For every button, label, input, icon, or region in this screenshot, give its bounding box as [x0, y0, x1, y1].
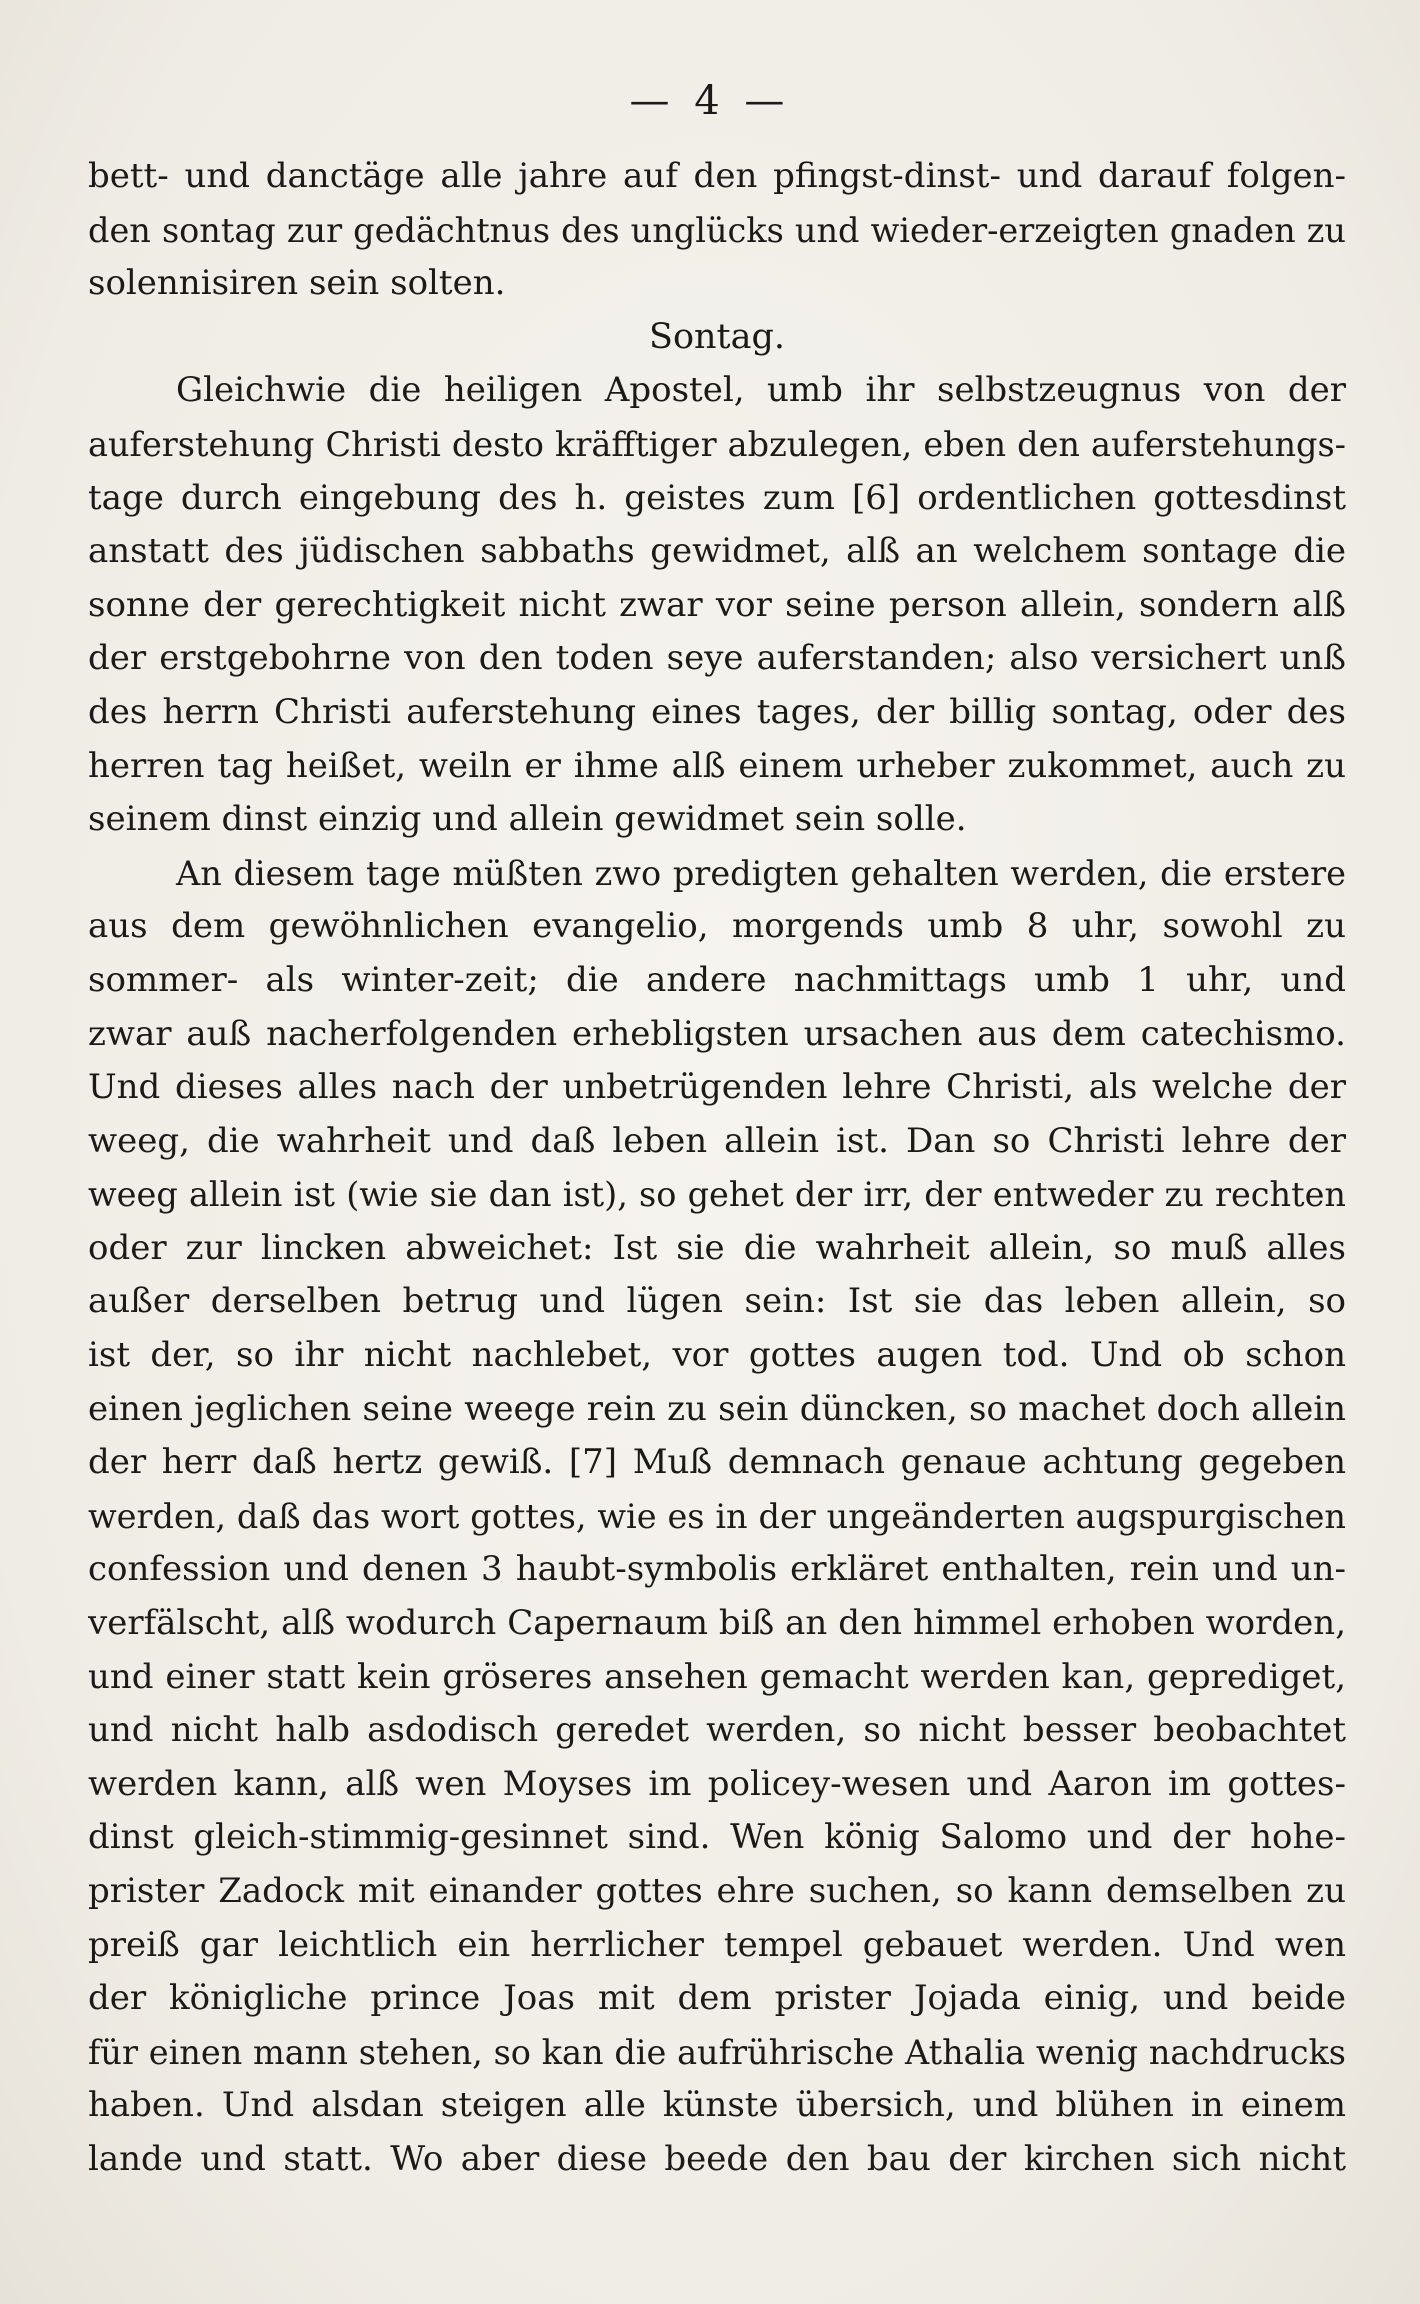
page-number: — 4 — — [629, 78, 791, 124]
text-line: bett- und danctäge alle jahre auf den pfingst-dinst- und darauf folgen- — [88, 156, 1346, 196]
text-line: tage durch eingebung des h. geistes zum [6] ordentlichen gottesdinst — [88, 477, 1346, 518]
text-line: ist der, so ihr nicht nachlebet, vor gottes augen tod. Und ob schon — [88, 1335, 1346, 1376]
text-line: lande und statt. Wo aber diese beede den bau der kirchen sich nicht — [88, 2138, 1346, 2179]
text-line: dinst gleich-stimmig-gesinnet sind. Wen könig Salomo und der hohe- — [88, 1817, 1346, 1858]
text-line: sonne der gerechtigkeit nicht zwar vor seine person allein, sondern alß — [88, 584, 1346, 625]
text-line: Gleichwie die heiligen Apostel, umb ihr selbstzeugnus von der — [176, 370, 1346, 411]
text-line: preiß gar leichtlich ein herrlicher tempel gebauet werden. Und wen — [88, 1924, 1346, 1965]
text-line: seinem dinst einzig und allein gewidmet sein solle. — [88, 799, 967, 840]
text-line: einen jeglichen seine weege rein zu sein düncken, so machet doch allein — [88, 1388, 1346, 1429]
text-line: der herr daß hertz gewiß. [7] Muß demnach genaue achtung gegeben — [88, 1442, 1346, 1483]
text-line: An diesem tage müßten zwo predigten gehalten werden, die erstere — [176, 853, 1346, 893]
text-line: zwar auß nacherfolgenden erhebligsten ursachen aus dem catechismo. — [88, 1013, 1346, 1054]
text-line: confession und denen 3 haubt-symbolis erkläret enthalten, rein und un- — [88, 1549, 1346, 1590]
text-line: weeg allein ist (wie sie dan ist), so gehet der irr, der entweder zu rechten — [88, 1175, 1346, 1215]
text-line: der erstgebohrne von den toden seye auferstanden; also versichert unß — [88, 638, 1346, 679]
text-line: oder zur lincken abweichet: Ist sie die wahrheit allein, so muß alles — [88, 1227, 1346, 1268]
text-line: Und dieses alles nach der unbetrügenden lehre Christi, als welche der — [88, 1067, 1346, 1108]
text-line: werden kann, alß wen Moyses im policey-wesen und Aaron im gottes- — [88, 1763, 1346, 1804]
text-line: aus dem gewöhnlichen evangelio, morgends umb 8 uhr, sowohl zu — [88, 906, 1346, 947]
text-line: prister Zadock mit einander gottes ehre suchen, so kann demselben zu — [88, 1871, 1346, 1911]
text-line: anstatt des jüdischen sabbaths gewidmet, alß an welchem sontage die — [88, 531, 1346, 572]
section-heading: Sontag. — [648, 316, 786, 357]
text-line: den sontag zur gedächtnus des unglücks und wieder-erzeigten gnaden zu — [88, 210, 1346, 250]
text-line: außer derselben betrug und lügen sein: Ist sie das leben allein, so — [88, 1281, 1346, 1322]
text-line: weeg, die wahrheit und daß leben allein ist. Dan so Christi lehre der — [88, 1120, 1346, 1161]
text-line: des herrn Christi auferstehung eines tages, der billig sontag, oder des — [88, 691, 1346, 732]
text-line: für einen mann stehen, so kan die aufrührische Athalia wenig nachdrucks — [88, 2032, 1346, 2072]
text-line: solennisiren sein solten. — [88, 263, 506, 304]
text-line: werden, daß das wort gottes, wie es in der ungeänderten augspurgischen — [88, 1496, 1346, 1536]
text-line: und nicht halb asdodisch geredet werden, so nicht besser beobachtet — [88, 1710, 1346, 1751]
text-line: sommer- als winter-zeit; die andere nachmittags umb 1 uhr, und — [88, 959, 1346, 1000]
text-line: haben. Und alsdan steigen alle künste übersich, und blühen in einem — [88, 2085, 1346, 2126]
text-line: herren tag heißet, weiln er ihme alß einem urheber zukommet, auch zu — [88, 745, 1346, 786]
text-line: auferstehung Christi desto kräfftiger abzulegen, eben den auferstehungs- — [88, 424, 1346, 464]
body-text — [88, 150, 1346, 2187]
text-line: und einer statt kein gröseres ansehen gemacht werden kan, geprediget, — [88, 1656, 1346, 1697]
text-line: der königliche prince Joas mit dem prister Jojada einig, und beide — [88, 1978, 1346, 2019]
text-line: verfälscht, alß wodurch Capernaum biß an den himmel erhoben worden, — [88, 1603, 1346, 1644]
